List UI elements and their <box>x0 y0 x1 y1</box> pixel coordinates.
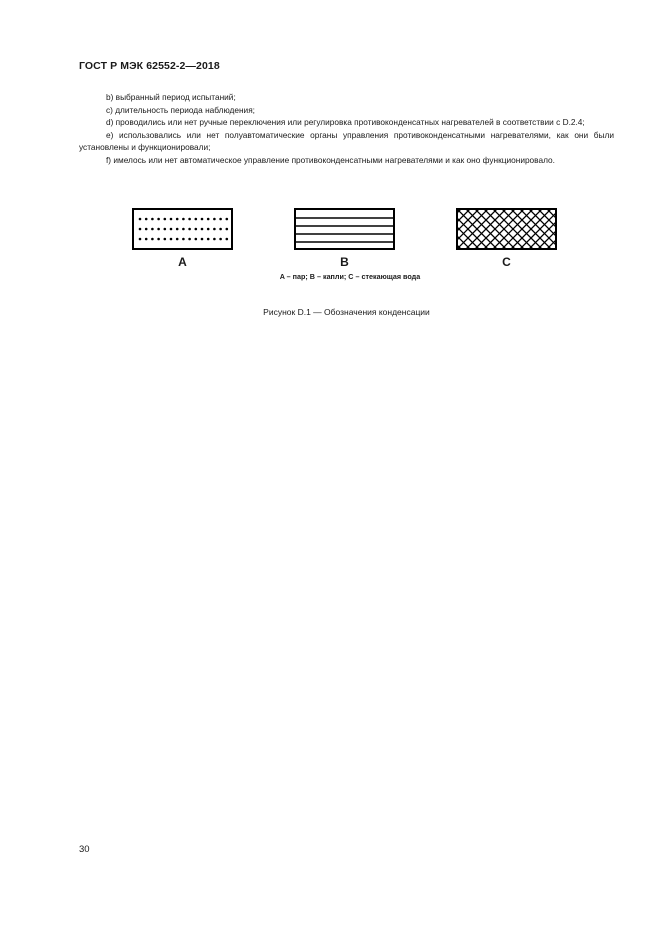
vapour-dot <box>219 228 222 231</box>
list-item-d: d) проводились или нет ручные переключения или регулировка противоконденсатных нагревателей в соответствии с D.2.4; <box>106 117 585 128</box>
vapour-symbol <box>132 208 233 250</box>
standard-header: ГОСТ Р МЭК 62552-2—2018 <box>79 60 220 72</box>
vapour-dot <box>139 218 142 221</box>
vapour-dot <box>157 228 160 231</box>
vapour-dot <box>157 218 160 221</box>
vapour-dot <box>195 228 198 231</box>
drops-symbol <box>294 208 395 250</box>
vapour-dot <box>139 228 142 231</box>
vapour-dot <box>164 238 167 241</box>
list-item-c: c) длительность периода наблюдения; <box>106 104 255 115</box>
list-item-e: e) использовались или нет полуавтоматические органы управления противоконденсатными нагревателями, как они были установлены и функционировали; <box>79 129 614 153</box>
figure-caption: Рисунок D.1 — Обозначения конденсации <box>263 307 430 317</box>
vapour-dot <box>219 218 222 221</box>
running-water-symbol <box>456 208 557 250</box>
report-items-list <box>79 91 614 167</box>
condensation-figure <box>120 200 580 300</box>
vapour-dot <box>213 228 216 231</box>
vapour-pattern-svg <box>132 208 233 250</box>
vapour-dot <box>139 238 142 241</box>
vapour-dot <box>195 238 198 241</box>
vapour-dot <box>201 218 204 221</box>
label-b: B <box>340 255 349 269</box>
vapour-dot <box>170 218 173 221</box>
vapour-dot <box>213 218 216 221</box>
list-item-b: b) выбранный период испытаний; <box>106 92 236 102</box>
vapour-dot <box>170 238 173 241</box>
vapour-dot <box>151 218 154 221</box>
vapour-dot <box>226 218 229 221</box>
vapour-dot <box>188 218 191 221</box>
vapour-dot <box>151 238 154 241</box>
vapour-dot <box>226 228 229 231</box>
vapour-dot <box>207 228 210 231</box>
vapour-dot <box>207 218 210 221</box>
label-c: C <box>502 255 511 269</box>
vapour-dot <box>176 218 179 221</box>
vapour-dot <box>164 228 167 231</box>
vapour-dot <box>207 238 210 241</box>
vapour-dot <box>164 218 167 221</box>
list-item-f: f) имелось или нет автоматическое управление противоконденсатными нагревателями и как оно функционировало. <box>106 154 555 165</box>
vapour-dot <box>188 228 191 231</box>
vapour-dot <box>145 228 148 231</box>
vapour-dot <box>176 238 179 241</box>
vapour-dot <box>219 238 222 241</box>
vapour-dot <box>201 238 204 241</box>
vapour-dot <box>157 238 160 241</box>
vapour-dot <box>195 218 198 221</box>
vapour-dot <box>213 238 216 241</box>
figure-legend: A – пар; B – капли; C – стекающая вода <box>279 272 421 281</box>
label-a: A <box>178 255 187 269</box>
vapour-dot <box>226 238 229 241</box>
vapour-dot <box>182 218 185 221</box>
vapour-dot <box>188 238 191 241</box>
vapour-dot <box>176 228 179 231</box>
vapour-dot <box>182 238 185 241</box>
vapour-dot <box>145 238 148 241</box>
vapour-dot <box>201 228 204 231</box>
running-water-pattern-svg <box>456 208 557 250</box>
vapour-dot <box>145 218 148 221</box>
vapour-dot <box>151 228 154 231</box>
vapour-dot <box>182 228 185 231</box>
vapour-dot <box>170 228 173 231</box>
drops-pattern-svg <box>294 208 395 250</box>
page-number: 30 <box>79 844 90 855</box>
